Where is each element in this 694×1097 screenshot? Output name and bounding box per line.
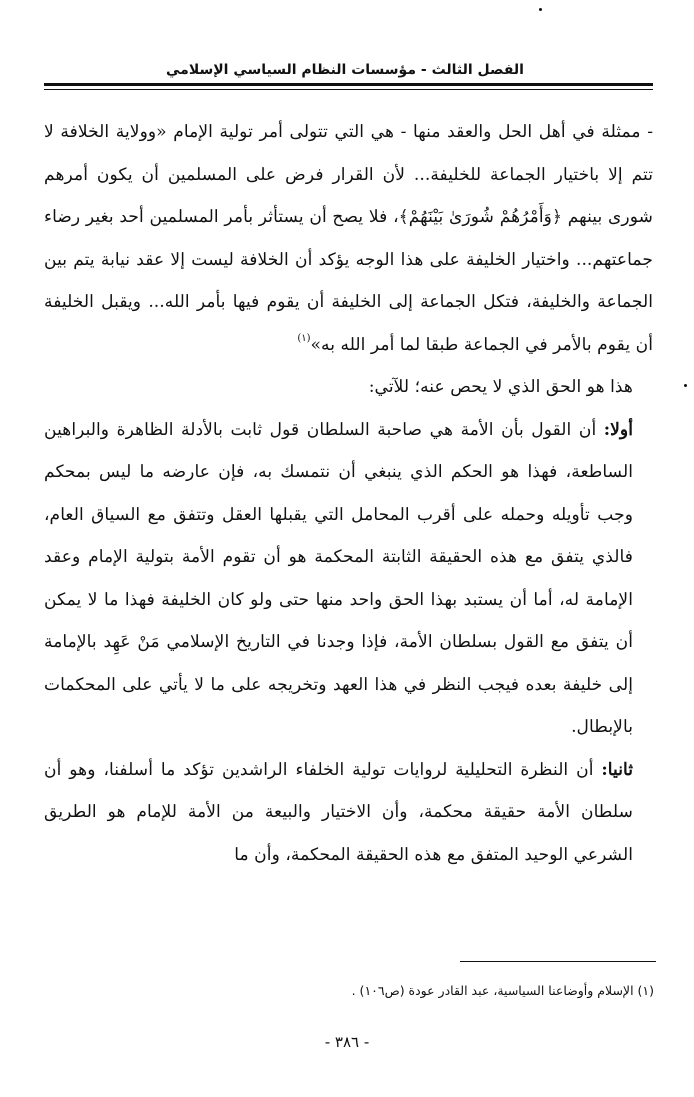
margin-speck [684, 384, 687, 387]
paragraph-quotation [44, 111, 653, 366]
first-point-text: أن القول بأن الأمة هي صاحبة السلطان قول ثابت بالأدلة الظاهرة والبراهين الساطعة، فهذا هو الحكم الذي ينبغي أن نتمسك به، فإن عارضه ما ليس بمحكم وجب تأويله وحمله على أقرب المحامل التي يقبلها العقل وتتفق مع السياق العام، فالذي يتفق مع هذه الحقيقة الثابتة المحكمة هو أن تقوم الأمة بتولية الإمام وعقد الإمامة له، أما أن يستبد بهذا الحق واحد منها حتى ولو كان الخليفة فهذا ما لا يمكن أن يتفق مع القول بسلطان الأمة، فإذا وجدنا في التاريخ الإسلامي مَنْ عَهِد بالإمامة إلى خليفة بعده فيجب النظر في هذا العهد وتخريجه على ما لا يأتي على المحكمات بالإبطال. [44, 419, 633, 737]
paragraph-quotation-text: - ممثلة في أهل الحل والعقد منها - هي التي تتولى أمر تولية الإمام «وولاية الخلافة لا تتم إلا باختيار الجماعة للخليفة... لأن القرار فرض على المسلمين أن يكون أمرهم شورى بينهم ﴿وَأَمْرُهُمْ شُورَىٰ بَيْنَهُمْ﴾، فلا يصح أن يستأثر بأمر المسلمين أحد بغير رضاء جماعتهم... واختيار الخليفة على هذا الوجه يؤكد أن الخلافة ليست إلا عقد نيابة يتم بين الجماعة والخليفة، فتكل الجماعة إلى الخليفة أن يقوم فيها بأمر الله... ويقبل الخليفة أن يقوم بالأمر في الجماعة طبقا لما أمر الله به» [44, 122, 653, 355]
paragraph-thesis: هذا هو الحق الذي لا يحص عنه؛ للآتي: [368, 377, 633, 397]
paragraph-first-point [44, 409, 653, 749]
running-header: الفصل الثالث - مؤسسات النظام السياسي الإسلامي [166, 62, 524, 78]
second-point-text: أن النظرة التحليلية لروايات تولية الخلفاء الراشدين تؤكد ما أسلفنا، وهو أن سلطان الأمة حقيقة محكمة، وأن الاختيار والبيعة من الأمة للإمام هو الطريق الشرعي الوحيد المتفق مع هذه الحقيقة المحكمة، وأن ما [44, 759, 633, 865]
footnote-rule [460, 961, 656, 962]
paragraph-second-point [44, 749, 653, 877]
footnote: (١) الإسلام وأوضاعنا السياسية، عبد القادر عودة (ص١٠٦) . [351, 983, 654, 998]
page-number: - ٣٨٦ - [324, 1033, 370, 1051]
second-point-label: ثانيا: [601, 759, 633, 780]
header-rule-thin [44, 89, 653, 90]
footnote-reference: (١) [297, 332, 311, 344]
first-point-label: أولا: [603, 419, 633, 440]
body-text [44, 111, 653, 876]
header-rule-thick [44, 83, 653, 86]
scan-speck [539, 8, 542, 11]
